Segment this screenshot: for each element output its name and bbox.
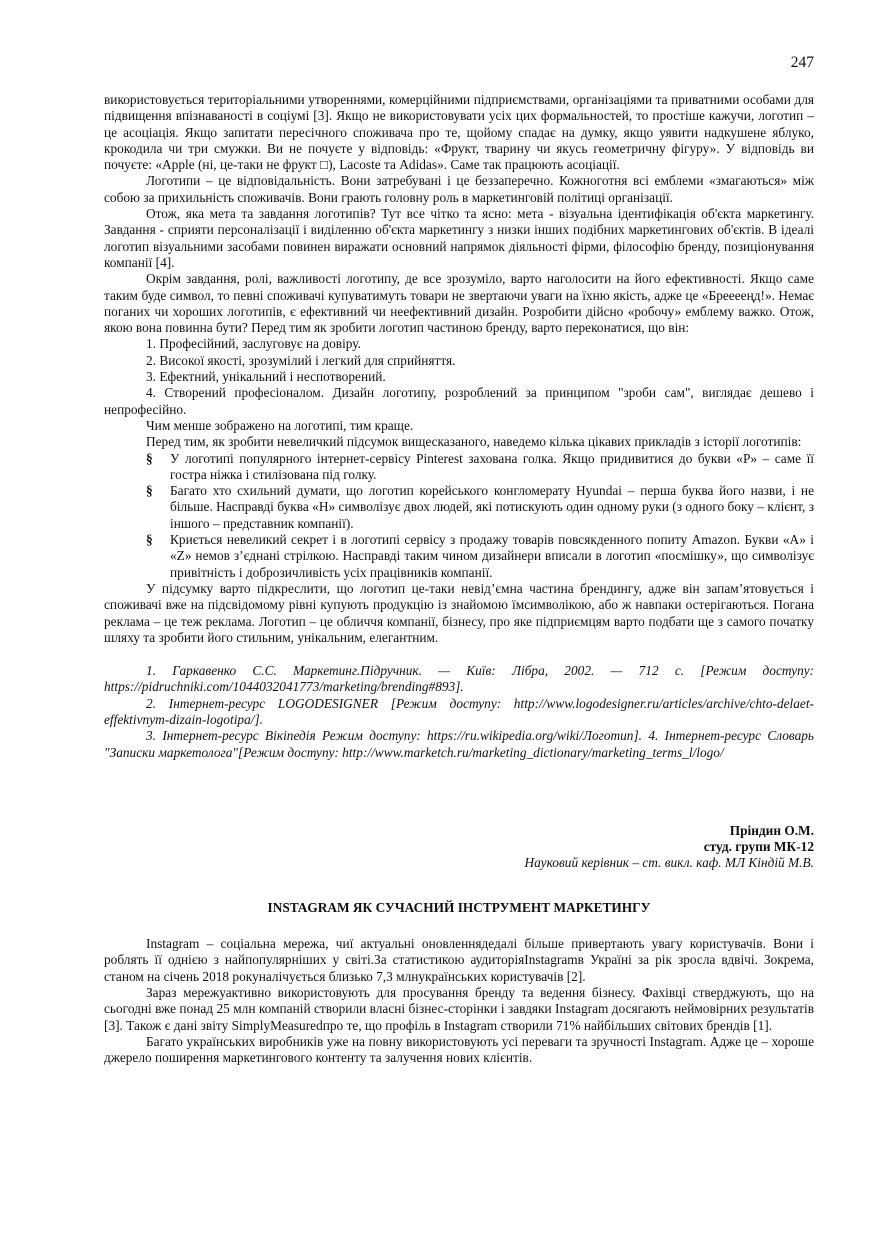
reference-item: 1. Гаркавенко С.С. Маркетинг.Підручник. — Київ: Лібра, 2002. — 712 с. [Режим доступу: https://pidruchniki.com/1044032041773/marketing/brending#893]. — [104, 663, 814, 695]
numbered-item: 2. Високої якості, зрозумілий і легкий для сприйняття. — [146, 352, 456, 368]
list-item — [104, 532, 814, 581]
numbered-item: 4. Створений професіоналом. Дизайн логотипу, розроблений за принципом "зроби сам", виглядає дешево і непрофесійно. — [104, 385, 814, 417]
bullet-marker: § — [146, 532, 153, 548]
bullet-marker: § — [146, 450, 153, 466]
examples-list — [104, 451, 814, 581]
page-number: 247 — [790, 54, 814, 71]
list-item — [104, 451, 814, 484]
reference-item: 3. Інтернет-ресурс Вікіпедія Режим доступу: https://ru.wikipedia.org/wiki/Логотип]. 4. Інтернет-ресурс Словарь "Записки маркетолога"[Режим доступу: http://www.marketch.ru/marketing_dictionary/marketing_terms_l/logo/ — [104, 728, 814, 760]
paragraph: Перед тим, як зробити невеличкий підсумок вищесказаного, наведемо кілька цікавих прикладів з історії логотипів: — [146, 434, 802, 450]
paragraph: Логотипи – це відповідальність. Вони затребувані і це беззаперечно. Кожноготня всі емблеми «змагаються» між собою за прихильність споживачів. Вони грають головну роль в маркетинговій політиці організації. — [104, 173, 814, 205]
reference-item: 2. Інтернет-ресурс LOGODESIGNER [Режим доступу: http://www.logodesigner.ru/articles/archive/chto-delaet-effektivnym-dizain-logotipa/]. — [104, 695, 814, 727]
paragraph: Чим менше зображено на логотипі, тим краще. — [146, 417, 414, 433]
paragraph: Отож, яка мета та завдання логотипів? Тут все чітко та ясно: мета - візуальна ідентифікація об'єкта маркетингу. Завдання - сприяти персоналізації і виділенню об'єкта маркетингу з низки інших подібних маркетингових об'єктів. В ідеалі логотип візуальними засобами повинен виражати основний напрямок діяльності фірми, філософію бренду, позиціонування компанії [4]. — [104, 206, 814, 270]
author-group: студ. групи МК-12 — [703, 839, 814, 855]
references — [104, 663, 814, 761]
list-item-text: Криється невеликий секрет і в логотипі сервісу з продажу товарів повсякденного попиту Amazon. Букви «A» і «Z» немов з’єднані стрілкою. Насправді таким чином дизайнери вписали в логотип «посмішку», що символізує привітність і доброзичливість усіх працівників компанії. — [170, 532, 814, 580]
numbered-item: 1. Професійний, заслуговує на довіру. — [146, 336, 361, 352]
list-item-text: У логотипі популярного інтернет-сервісу Pinterest захована голка. Якщо придивитися до букви «P» – саме її гостра ніжка і стилізована під голку. — [170, 450, 814, 482]
numbered-item: 3. Ефектний, унікальний і неспотворений. — [146, 369, 386, 385]
supervisor: Науковий керівник – ст. викл. каф. МЛ Кіндій М.В. — [524, 855, 814, 871]
paragraph: використовується територіальними утвореннями, комерційними підприємствами, організаціями та приватними особами для підвищення впізнаваності в соціумі [3]. Якщо не використовувати усіх цих формальностей, то простіше кажучи, логотип – це асоціація. Якщо запитати пересічного споживача про те, щойому спадає на думку, якщо уявити надкушене яблуко, крокодила чи три смужки. Ви не почуєте у відповідь: «Фрукт, тварину чи якусь геометричну фігуру». У відповідь ви почуєте: «Apple (ні, це-таки не фрукт □), Lacoste та Adidas». Саме так працюють асоціації. — [104, 92, 814, 173]
paragraph: Багато українських виробників уже на повну використовують усі переваги та зручності Instagram. Адже це – хороше джерело поширення маркетингового контенту та залучення нових клієнтів. — [104, 1033, 814, 1066]
author-block — [104, 823, 814, 872]
paragraph: Instagram – соціальна мережа, чиї актуальні оновленнядедалі більше привертають увагу користувачів. Вони і роблять її однією з найпопулярніших у світі.За статистикою аудиторіяInstagramв Україні за рік зросла вдвічі. Зокрема, станом на січень 2018 рокуналічується близько 7,3 млнукраїнських користувачів [2]. — [104, 936, 814, 984]
bullet-marker: § — [146, 483, 153, 499]
author-name: Пріндин О.М. — [729, 822, 814, 838]
article-title: INSTAGRAM ЯК СУЧАСНИЙ ІНСТРУМЕНТ МАРКЕТИНГУ — [267, 899, 651, 915]
paragraph: Зараз мережуактивно використовують для просування бренду та ведення бізнесу. Фахівці стверджують, що на сьогодні вже понад 25 млн компаній створили власні бізнес-сторінки і завдяки Instagram досягають неймовірних результатів [3]. Також є дані звіту SimplyMeasuredпро те, що профіль в Instagram створили 71% найбільших світових брендів [1]. — [104, 984, 814, 1033]
list-item-text: Багато хто схильний думати, що логотип корейського конгломерату Hyundai – перша буква його назви, і не більше. Насправді буква «H» символізує двох людей, які потискують один одному руки (з одного боку – клієнт, з іншого – представник компанії). — [170, 483, 814, 531]
paragraph: У підсумку варто підкреслити, що логотип це-таки невід’ємна частина брендингу, адже він запам’ятовується і споживачі вже на підсвідомому рівні купують продукцію із знайомою їмсимволікою, або ж навпаки остерігаються. Погана реклама – це теж реклама. Логотип – це обличчя компанії, бізнесу, про яке підприємцям варто подбати ще з самого початку шляху та зробити його стильним, унікальним, елегантним. — [104, 580, 814, 645]
list-item — [104, 483, 814, 532]
page-content — [104, 92, 814, 1066]
paragraph: Окрім завдання, ролі, важливості логотипу, де все зрозуміло, варто наголосити на його ефективності. Якщо саме таким буде символ, то певні споживачі купуватимуть товари не звертаючи уваги на їхню якість, адже це «Брееееңд!». Немає поганих чи хороших логотипів, є ефективний чи неефективний дизайн. Розробити дійсно «робочу» емблему важко. Отож, якою вона повинна бути? Перед тим як зробити логотип частиною бренду, варто переконатися, що він: — [104, 271, 814, 336]
